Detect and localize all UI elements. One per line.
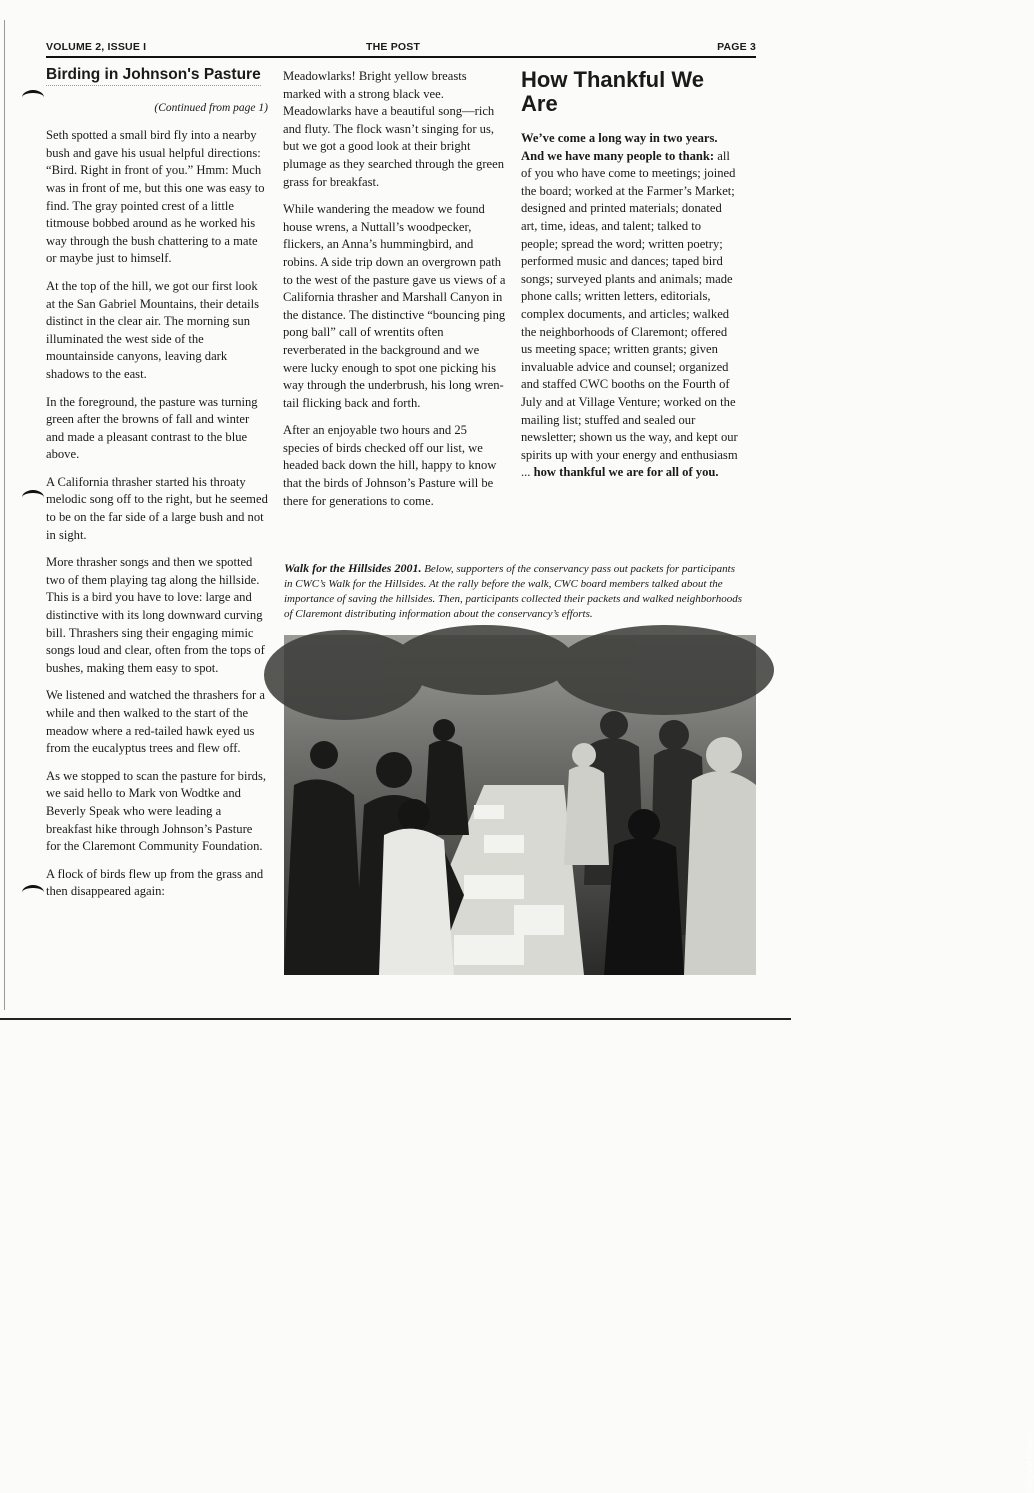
birding-paragraph: Meadowlarks! Bright yellow breasts marked with a strong black vee. Meadowlarks have a beautiful song—rich and fluty. The flock wasn’t singing for us, but we got a good look at their bright plumage as they searched through the green grass for breakfast. (283, 69, 505, 189)
photo-credit: Margaret Nilsson (1025, 1432, 1034, 1493)
page-edge-mark (22, 885, 44, 900)
thankful-column (521, 66, 741, 492)
thankful-body: all of you who have come to meetings; joined the board; worked at the Farmer’s Market; designed and printed materials; donated art, time, ideas, and talent; talked to people; spread the word; written poetry; performed music and dances; taped bird songs; surveyed plants and animals; made phone calls; written letters, editorials, complex documents, and articles; walked the neighborhoods of Claremont; offered us meeting space; written grants; given invaluable advice and counsel; organized and staffed CWC booths on the Fourth of July and at Village Venture; worked on the mailing list; stuffed and sealed our newsletter; shown us the way, and kept our spirits up with your energy and enthusiasm ... (521, 148, 738, 480)
caption-lead: Walk for the Hillsides 2001. (284, 561, 422, 575)
birding-paragraph: Seth spotted a small bird fly into a nearby bush and gave his usual helpful directions: “Bird. Right in front of you.” Hmm: Much was in front of me, but this one was easy to find. The gray pointed crest of a little titmouse bobbed around as he worked his way through the bush chattering to a mate or maybe just to himself. (46, 128, 265, 266)
thankful-paragraph (521, 130, 741, 482)
birding-column-1 (46, 66, 268, 911)
continued-from-note: (Continued from page 1) (154, 101, 268, 114)
newsletter-name: THE POST (366, 41, 421, 53)
birding-paragraph: As we stopped to scan the pasture for birds, we said hello to Mark von Wodtke and Beverly Speak who were leading a breakfast hike through Johnson’s Pasture for the Claremont Community Foundation. (46, 768, 266, 854)
volume-issue: VOLUME 2, ISSUE I (46, 41, 147, 53)
photo-illustration (284, 635, 756, 975)
footer-rule (0, 1018, 791, 1020)
birding-paragraph: In the foreground, the pasture was turning green after the browns of fall and winter and made a pleasant contrast to the blue above. (46, 394, 258, 462)
birding-paragraph: More thrasher songs and then we spotted two of them playing tag along the hillside. This is a bird you have to love: large and distinctive with its long downward curving bill. Thrashers sing their engaging mimic songs loud and clear, often from the tops of bushes, making them easy to spot. (46, 555, 265, 675)
page-edge-line (4, 20, 5, 1010)
page-number: PAGE 3 (717, 41, 756, 53)
page-edge-mark (22, 90, 44, 105)
birding-paragraph: At the top of the hill, we got our first look at the San Gabriel Mountains, their details distinct in the clear air. The morning sun illuminated the west side of the mountainside canyons, leaving dark shadows to the east. (46, 278, 259, 381)
photo-caption (284, 561, 744, 622)
birding-paragraph: After an enjoyable two hours and 25 species of birds checked off our list, we headed back down the hill, happy to know that the birds of Johnson’s Pasture will be there for generations to come. (283, 423, 497, 508)
caption-text: Below, supporters of the conservancy pass out packets for participants in CWC’s Walk for the Hillsides. At the rally before the walk, CWC board members talked about the importance of saving the hillsides. Then, participants collected their packets and walked neighborhoods of Claremont distributing information about the conservancy’s efforts. (284, 563, 743, 620)
birding-paragraph: While wandering the meadow we found house wrens, a Nuttall’s woodpecker, flickers, an Anna’s hummingbird, and robins. A side trip down an overgrown path to the west of the pasture gave us views of a California thrasher and Marshall Canyon in the distance. The distinctive “bouncing ping pong ball” call of wrentits often reverberated in the background and we were lucky enough to spot one picking his way through the underbrush, his long wren-tail flicking back and forth. (283, 202, 506, 410)
event-photo (284, 635, 1034, 1493)
birding-article-title: Birding in Johnson's Pasture (46, 66, 261, 86)
page-edge-mark (22, 490, 44, 505)
thankful-closing: how thankful we are for all of you. (533, 465, 719, 480)
thankful-article-title: How Thankful We Are (521, 67, 704, 116)
thankful-lead: We’ve come a long way in two years. And we have many people to thank: (521, 131, 718, 163)
birding-paragraph: A flock of birds flew up from the grass and then disappeared again: (46, 866, 264, 899)
page-header (46, 40, 756, 58)
birding-paragraph: We listened and watched the thrashers for a while and then walked to the start of the meadow where a red-tailed hawk eyed us from the eucalyptus trees and flew off. (46, 688, 265, 756)
birding-paragraph: A California thrasher started his throaty melodic song off to the right, but he seemed to be on the far side of a large bush and not in sight. (46, 474, 268, 542)
birding-column-2 (283, 68, 506, 520)
